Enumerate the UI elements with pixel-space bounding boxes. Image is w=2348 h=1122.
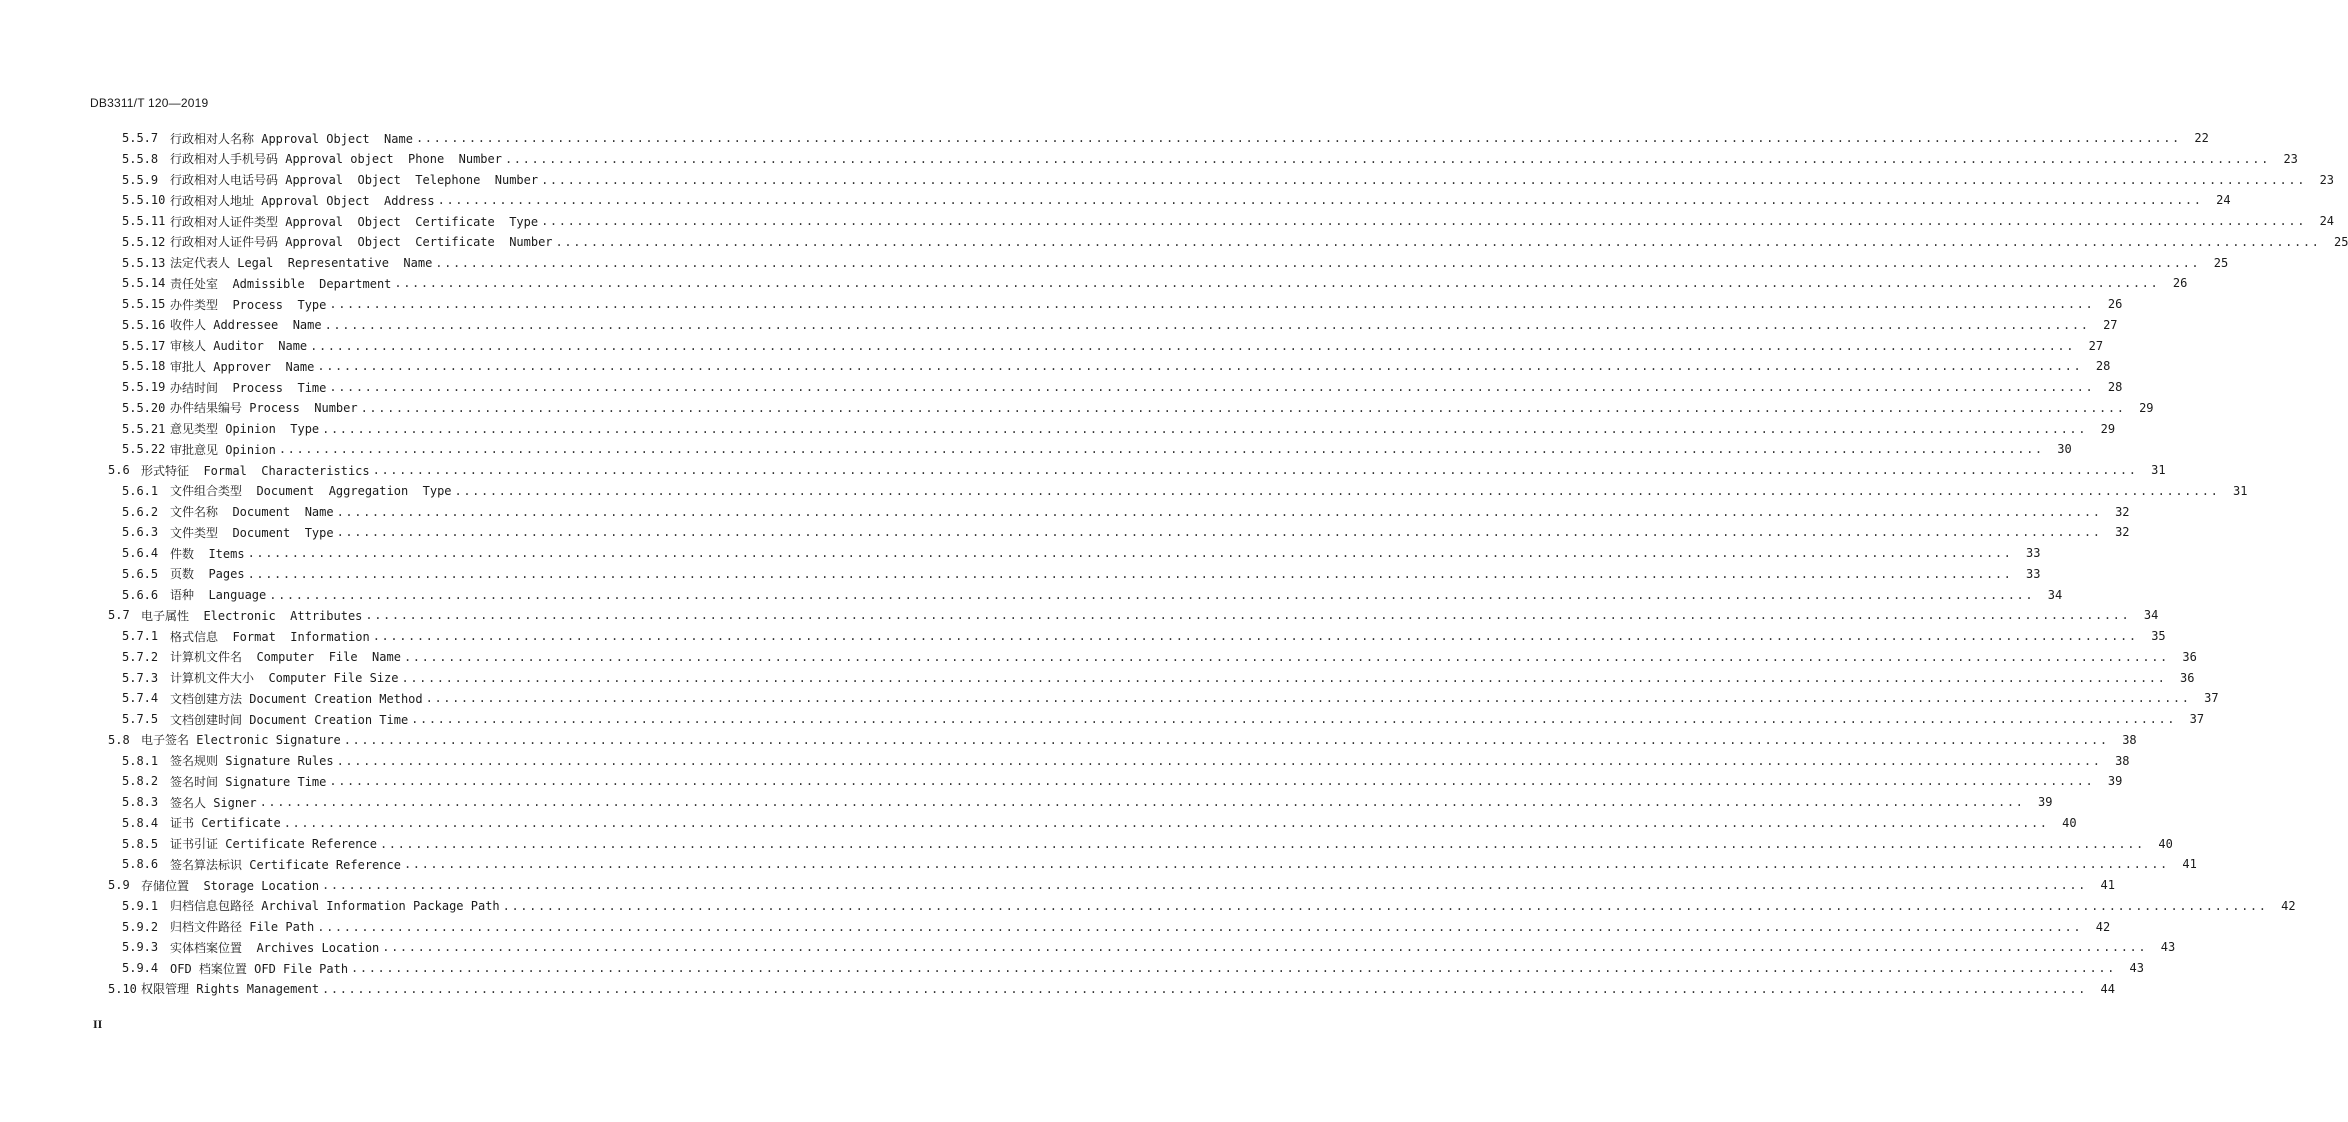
toc-entry-page-number: 30 bbox=[2057, 442, 2072, 457]
toc-entry-title: 意见类型 Opinion Type bbox=[170, 422, 320, 436]
toc-entry-number: 5.7.3 bbox=[122, 670, 159, 685]
toc-entry-number: 5.8.2 bbox=[122, 774, 159, 789]
toc-entry[interactable] bbox=[108, 605, 2159, 625]
toc-dot-leader: ........................................................................................................................................................................................................ bbox=[435, 255, 2201, 270]
toc-entry[interactable] bbox=[108, 730, 2137, 750]
toc-dot-leader: ........................................................................................................................................................................................................ bbox=[322, 981, 2087, 996]
toc-entry-number: 5.8 bbox=[108, 732, 130, 747]
toc-entry-page-number: 43 bbox=[2129, 961, 2144, 975]
toc-entry[interactable] bbox=[122, 771, 2123, 791]
toc-dot-leader: ........................................................................................................................................................................................................ bbox=[278, 442, 2044, 457]
toc-dot-leader: ........................................................................................................................................................................................................ bbox=[336, 753, 2102, 768]
toc-entry[interactable] bbox=[122, 522, 2130, 542]
toc-dot-leader: ........................................................................................................................................................................................................ bbox=[504, 151, 2270, 166]
toc-entry-number: 5.10 bbox=[108, 981, 137, 996]
toc-entry-number: 5.9.4 bbox=[122, 961, 159, 975]
toc-dot-leader: ........................................................................................................................................................................................................ bbox=[322, 878, 2087, 892]
toc-entry[interactable] bbox=[122, 668, 2195, 688]
toc-entry-number: 5.5.11 bbox=[122, 214, 166, 228]
toc-entry-page-number: 37 bbox=[2204, 691, 2219, 706]
toc-entry[interactable] bbox=[108, 460, 2166, 480]
toc-dot-leader: ........................................................................................................................................................................................................ bbox=[411, 712, 2177, 726]
toc-entry[interactable] bbox=[122, 419, 2116, 439]
toc-entry-page-number: 41 bbox=[2182, 857, 2197, 872]
toc-entry-number: 5.5.7 bbox=[122, 131, 159, 145]
toc-dot-leader: ........................................................................................................................................................................................................ bbox=[403, 857, 2169, 872]
toc-entry-page-number: 36 bbox=[2179, 670, 2195, 685]
toc-entry-title: 收件人 Addressee Name bbox=[170, 318, 322, 333]
toc-entry-number: 5.5.15 bbox=[122, 297, 166, 311]
toc-entry-number: 5.7.5 bbox=[122, 712, 159, 726]
toc-entry-title: 行政相对人名称 Approval Object Name bbox=[170, 131, 413, 146]
toc-entry-page-number: 29 bbox=[2100, 421, 2116, 436]
toc-entry-number: 5.5.20 bbox=[122, 400, 166, 415]
toc-entry[interactable] bbox=[122, 336, 2104, 356]
toc-entry-title: 件数 Items bbox=[170, 546, 245, 561]
toc-entry-title: 归档信息包路径 Archival Information Package Path bbox=[170, 899, 500, 914]
toc-entry-page-number: 37 bbox=[2189, 712, 2205, 726]
toc-entry-title: 权限管理 Rights Management bbox=[141, 982, 320, 997]
toc-entry-page-number: 43 bbox=[2160, 940, 2176, 955]
toc-entry-number: 5.5.12 bbox=[122, 234, 166, 249]
toc-entry-page-number: 28 bbox=[2107, 380, 2123, 394]
toc-entry-number: 5.9.2 bbox=[122, 919, 159, 934]
toc-entry[interactable] bbox=[122, 190, 2231, 210]
toc-entry[interactable] bbox=[122, 502, 2130, 522]
toc-entry-title: 责任处室 Admissible Department bbox=[170, 276, 392, 291]
toc-entry-page-number: 28 bbox=[2095, 359, 2111, 374]
toc-entry-page-number: 32 bbox=[2115, 525, 2130, 540]
toc-dot-leader: ........................................................................................................................................................................................................ bbox=[329, 380, 2095, 394]
toc-dot-leader: ........................................................................................................................................................................................................ bbox=[329, 297, 2095, 311]
toc-entry-title: 审批人 Approver Name bbox=[170, 359, 315, 374]
toc-entry-page-number: 26 bbox=[2172, 276, 2188, 291]
toc-dot-leader: ........................................................................................................................................................................................................ bbox=[269, 587, 2035, 602]
toc-entry-title: 办件结果编号 Process Number bbox=[170, 401, 358, 416]
toc-entry-number: 5.5.22 bbox=[122, 442, 166, 457]
toc-entry[interactable] bbox=[122, 792, 2053, 812]
toc-entry-title: 格式信息 Format Information bbox=[170, 629, 370, 644]
toc-entry-number: 5.6.4 bbox=[122, 546, 159, 560]
toc-entry[interactable] bbox=[108, 875, 2115, 895]
toc-entry-number: 5.6.3 bbox=[122, 525, 159, 540]
toc-entry-page-number: 26 bbox=[2107, 297, 2123, 311]
toc-dot-leader: ........................................................................................................................................................................................................ bbox=[336, 504, 2102, 519]
toc-entry[interactable] bbox=[122, 211, 2335, 231]
toc-entry-number: 5.6.2 bbox=[122, 504, 159, 519]
toc-entry-number: 5.9.3 bbox=[122, 940, 159, 955]
toc-entry-number: 5.9.1 bbox=[122, 898, 159, 913]
toc-entry-title: 文档创建时间 Document Creation Time bbox=[170, 712, 409, 727]
toc-entry-page-number: 42 bbox=[2095, 919, 2111, 934]
toc-entry-number: 5.5.18 bbox=[122, 359, 166, 374]
toc-entry-title: 形式特征 Formal Characteristics bbox=[141, 463, 370, 478]
toc-entry[interactable] bbox=[122, 688, 2219, 708]
toc-entry-page-number: 25 bbox=[2213, 255, 2229, 270]
toc-entry-title: 证书 Certificate bbox=[170, 816, 281, 831]
toc-entry-page-number: 39 bbox=[2038, 795, 2053, 809]
toc-entry-title: 行政相对人证件类型 Approval Object Certificate Type bbox=[170, 214, 539, 229]
toc-dot-leader: ........................................................................................................................................................................................................ bbox=[379, 836, 2145, 851]
toc-entry-number: 5.6 bbox=[108, 463, 130, 477]
toc-entry[interactable] bbox=[122, 439, 2072, 459]
toc-dot-leader: ........................................................................................................................................................................................................ bbox=[322, 421, 2088, 436]
toc-dot-leader: ........................................................................................................................................................................................................ bbox=[401, 670, 2167, 685]
toc-entry-title: 文件组合类型 Document Aggregation Type bbox=[170, 484, 452, 499]
toc-entry[interactable] bbox=[122, 751, 2130, 771]
toc-entry[interactable] bbox=[122, 834, 2173, 854]
toc-dot-leader: ........................................................................................................................................................................................................ bbox=[247, 566, 2013, 581]
toc-entry-page-number: 36 bbox=[2182, 649, 2197, 664]
toc-entry-title: 文件名称 Document Name bbox=[170, 505, 334, 519]
toc-entry-title: 归档文件路径 File Path bbox=[170, 920, 315, 934]
toc-entry-page-number: 24 bbox=[2319, 214, 2335, 228]
toc-entry[interactable] bbox=[122, 294, 2123, 314]
toc-dot-leader: ........................................................................................................................................................................................................ bbox=[541, 214, 2307, 228]
toc-dot-leader: ........................................................................................................................................................................................................ bbox=[425, 691, 2191, 706]
toc-entry-number: 5.5.10 bbox=[122, 193, 166, 208]
toc-entry-page-number: 27 bbox=[2103, 317, 2118, 332]
toc-entry-title: 存储位置 Storage Location bbox=[141, 878, 320, 893]
toc-entry-page-number: 38 bbox=[2122, 732, 2137, 747]
toc-entry-title: 签名规则 Signature Rules bbox=[170, 754, 334, 768]
toc-dot-leader: ........................................................................................................................................................................................................ bbox=[351, 961, 2116, 975]
toc-entry[interactable] bbox=[122, 937, 2176, 957]
toc-dot-leader: ........................................................................................................................................................................................................ bbox=[329, 774, 2095, 789]
toc-dot-leader: ........................................................................................................................................................................................................ bbox=[365, 608, 2131, 623]
toc-entry-number: 5.9 bbox=[108, 878, 130, 892]
toc-entry-title: 签名人 Signer bbox=[170, 795, 257, 810]
toc-entry-number: 5.5.9 bbox=[122, 172, 159, 187]
toc-dot-leader: ........................................................................................................................................................................................................ bbox=[372, 629, 2138, 643]
toc-dot-leader: ........................................................................................................................................................................................................ bbox=[317, 919, 2083, 934]
toc-entry-title: 计算机文件大小 Computer File Size bbox=[170, 671, 399, 685]
toc-entry-number: 5.5.17 bbox=[122, 338, 166, 353]
toc-entry-title: 办结时间 Process Time bbox=[170, 380, 327, 395]
toc-entry-title: 行政相对人证件号码 Approval Object Certificate Number bbox=[170, 235, 553, 250]
toc-entry-number: 5.5.19 bbox=[122, 380, 166, 394]
toc-entry[interactable] bbox=[122, 273, 2188, 293]
document-code-header: DB3311/T 120—2019 bbox=[90, 96, 209, 110]
toc-entry[interactable] bbox=[122, 564, 2041, 584]
toc-entry-title: 行政相对人地址 Approval Object Address bbox=[170, 193, 435, 208]
toc-entry-number: 5.5.21 bbox=[122, 421, 166, 436]
toc-entry[interactable] bbox=[122, 813, 2077, 833]
toc-dot-leader: ........................................................................................................................................................................................................ bbox=[394, 276, 2160, 291]
toc-entry-number: 5.8.5 bbox=[122, 836, 159, 851]
toc-entry[interactable] bbox=[122, 958, 2144, 978]
toc-entry-title: 审批意见 Opinion bbox=[170, 442, 276, 457]
toc-entry-title: 证书引证 Certificate Reference bbox=[170, 837, 377, 851]
toc-entry-title: 行政相对人手机号码 Approval object Phone Number bbox=[170, 152, 502, 167]
toc-entry[interactable] bbox=[122, 149, 2298, 169]
toc-entry[interactable] bbox=[122, 356, 2111, 376]
toc-entry-page-number: 35 bbox=[2151, 629, 2166, 643]
toc-entry-title: 签名算法标识 Certificate Reference bbox=[170, 857, 401, 872]
toc-entry-title: 办件类型 Process Type bbox=[170, 297, 327, 312]
toc-entry-title: 计算机文件名 Computer File Name bbox=[170, 650, 401, 665]
toc-entry-number: 5.6.1 bbox=[122, 483, 159, 498]
toc-dot-leader: ........................................................................................................................................................................................................ bbox=[415, 131, 2181, 145]
toc-entry-number: 5.8.6 bbox=[122, 857, 159, 872]
toc-entry-page-number: 23 bbox=[2283, 151, 2298, 166]
toc-entry-title: 语种 Language bbox=[170, 588, 267, 602]
toc-entry-page-number: 23 bbox=[2319, 172, 2335, 187]
toc-entry[interactable] bbox=[122, 543, 2041, 563]
toc-entry[interactable] bbox=[122, 709, 2205, 729]
toc-entry-page-number: 34 bbox=[2143, 608, 2159, 623]
toc-dot-leader: ........................................................................................................................................................................................................ bbox=[324, 317, 2090, 332]
toc-dot-leader: ........................................................................................................................................................................................................ bbox=[360, 400, 2126, 415]
toc-entry-page-number: 38 bbox=[2115, 753, 2130, 768]
toc-entry-page-number: 22 bbox=[2194, 131, 2209, 145]
toc-entry-title: 文件类型 Document Type bbox=[170, 525, 334, 540]
toc-entry-page-number: 39 bbox=[2107, 774, 2123, 789]
toc-entry-number: 5.8.3 bbox=[122, 795, 159, 809]
toc-entry-number: 5.5.14 bbox=[122, 276, 166, 291]
toc-dot-leader: ........................................................................................................................................................................................................ bbox=[502, 898, 2268, 913]
toc-entry-title: 行政相对人电话号码 Approval Object Telephone Number bbox=[170, 173, 539, 187]
toc-entry-page-number: 32 bbox=[2115, 504, 2130, 519]
toc-entry[interactable] bbox=[122, 128, 2209, 148]
toc-entry-page-number: 34 bbox=[2047, 587, 2063, 602]
toc-dot-leader: ........................................................................................................................................................................................................ bbox=[343, 732, 2109, 747]
toc-entry-page-number: 29 bbox=[2139, 400, 2154, 415]
toc-entry-page-number: 40 bbox=[2062, 815, 2077, 830]
toc-entry-title: 文档创建方法 Document Creation Method bbox=[170, 691, 423, 706]
toc-entry-page-number: 27 bbox=[2088, 338, 2104, 353]
toc-dot-leader: ........................................................................................................................................................................................................ bbox=[283, 815, 2049, 830]
toc-entry-title: 电子属性 Electronic Attributes bbox=[141, 608, 363, 623]
toc-entry-number: 5.6.6 bbox=[122, 587, 159, 602]
toc-entry[interactable] bbox=[122, 377, 2123, 397]
toc-entry-number: 5.8.1 bbox=[122, 753, 159, 768]
toc-entry-number: 5.7.1 bbox=[122, 629, 159, 643]
toc-dot-leader: ........................................................................................................................................................................................................ bbox=[247, 546, 2013, 560]
toc-entry[interactable] bbox=[122, 585, 2063, 605]
toc-dot-leader: ........................................................................................................................................................................................................ bbox=[372, 463, 2138, 477]
toc-entry-page-number: 33 bbox=[2026, 546, 2041, 560]
toc-entry-number: 5.7 bbox=[108, 608, 130, 623]
toc-entry[interactable] bbox=[122, 854, 2197, 874]
toc-entry-page-number: 31 bbox=[2151, 463, 2166, 477]
toc-entry-title: 电子签名 Electronic Signature bbox=[141, 733, 341, 748]
toc-entry-page-number: 24 bbox=[2216, 193, 2231, 208]
toc-dot-leader: ........................................................................................................................................................................................................ bbox=[437, 193, 2203, 208]
toc-entry[interactable] bbox=[122, 232, 2348, 252]
toc-entry-number: 5.5.16 bbox=[122, 317, 166, 332]
toc-entry-page-number: 44 bbox=[2100, 981, 2115, 996]
toc-entry-number: 5.7.4 bbox=[122, 691, 159, 706]
toc-entry-title: 审核人 Auditor Name bbox=[170, 339, 308, 353]
toc-entry[interactable] bbox=[122, 626, 2166, 646]
toc-entry[interactable] bbox=[122, 170, 2335, 190]
toc-entry-title: 页数 Pages bbox=[170, 567, 245, 582]
toc-entry-number: 5.5.13 bbox=[122, 255, 166, 270]
toc-entry-title: OFD 档案位置 OFD File Path bbox=[170, 961, 349, 976]
toc-dot-leader: ........................................................................................................................................................................................................ bbox=[454, 483, 2220, 498]
toc-entry-title: 法定代表人 Legal Representative Name bbox=[170, 256, 433, 270]
toc-entry[interactable] bbox=[122, 896, 2296, 916]
toc-entry-page-number: 25 bbox=[2334, 234, 2348, 249]
toc-dot-leader: ........................................................................................................................................................................................................ bbox=[336, 525, 2102, 540]
toc-entry-page-number: 41 bbox=[2100, 878, 2115, 892]
toc-entry[interactable] bbox=[122, 647, 2197, 667]
toc-entry-number: 5.7.2 bbox=[122, 649, 159, 664]
toc-entry-page-number: 33 bbox=[2026, 566, 2041, 581]
page-number-footer: II bbox=[93, 1017, 103, 1031]
toc-dot-leader: ........................................................................................................................................................................................................ bbox=[403, 649, 2169, 664]
toc-dot-leader: ........................................................................................................................................................................................................ bbox=[541, 172, 2307, 187]
toc-dot-leader: ........................................................................................................................................................................................................ bbox=[259, 795, 2025, 809]
toc-entry-number: 5.6.5 bbox=[122, 566, 159, 581]
toc-entry-number: 5.8.4 bbox=[122, 815, 159, 830]
toc-dot-leader: ........................................................................................................................................................................................................ bbox=[310, 338, 2076, 353]
toc-entry-title: 实体档案位置 Archives Location bbox=[170, 940, 380, 955]
toc-entry[interactable] bbox=[122, 398, 2154, 418]
toc-entry[interactable] bbox=[108, 979, 2115, 999]
toc-entry-page-number: 31 bbox=[2232, 483, 2248, 498]
toc-dot-leader: ........................................................................................................................................................................................................ bbox=[555, 234, 2321, 249]
toc-dot-leader: ........................................................................................................................................................................................................ bbox=[317, 359, 2083, 374]
toc-entry-page-number: 42 bbox=[2281, 898, 2296, 913]
toc-entry[interactable] bbox=[122, 253, 2229, 273]
toc-entry-number: 5.5.8 bbox=[122, 151, 159, 166]
toc-entry[interactable] bbox=[122, 917, 2111, 937]
toc-dot-leader: ........................................................................................................................................................................................................ bbox=[382, 940, 2148, 955]
toc-entry[interactable] bbox=[122, 481, 2248, 501]
toc-entry-page-number: 40 bbox=[2158, 836, 2173, 851]
toc-entry[interactable] bbox=[122, 315, 2118, 335]
toc-entry-title: 签名时间 Signature Time bbox=[170, 774, 327, 789]
